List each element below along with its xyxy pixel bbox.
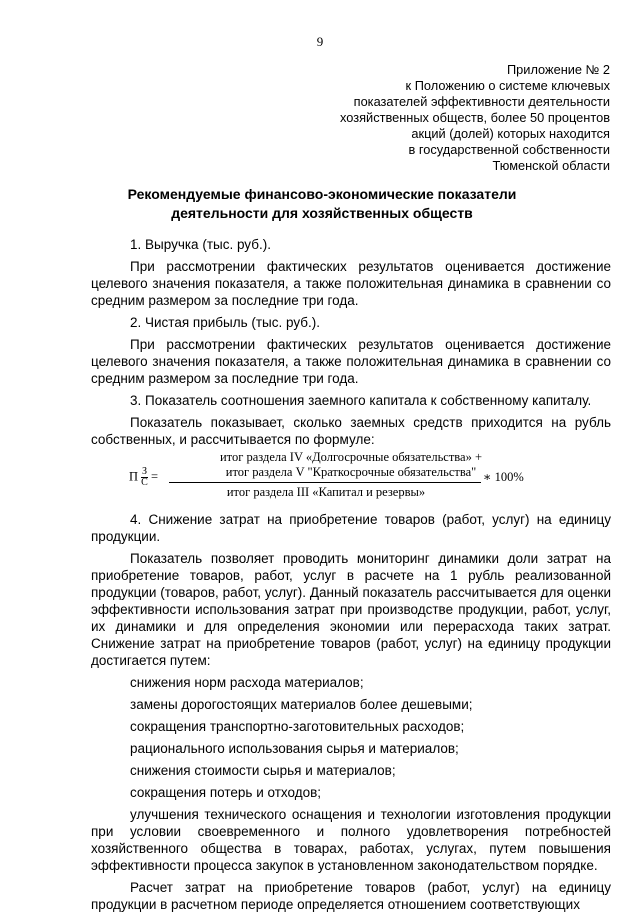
- formula-denominator: итог раздела III «Капитал и резервы»: [226, 485, 426, 499]
- formula-numerator-line1: итог раздела IV «Долгосрочные обязательства» +: [219, 450, 483, 464]
- formula-fraction-bar: [169, 482, 481, 483]
- title-line: Рекомендуемые финансово-экономические показатели: [127, 186, 517, 202]
- appendix-line: в государственной собственности: [408, 142, 610, 157]
- paragraph: При рассмотрении фактических результатов оценивается достижение целевого значения показателя, а также положительная динамика в сравнении со средним размером за последние три года.: [91, 259, 611, 308]
- appendix-line: хозяйственных обществ, более 50 процентов: [340, 110, 610, 125]
- heading-revenue: 1. Выручка (тыс. руб.).: [130, 237, 271, 252]
- formula-eq: =: [150, 469, 159, 484]
- paragraph: Показатель позволяет проводить мониторинг динамики доли затрат на приобретение товаров, работ, услуг в расчете на 1 рубль реализованной продукции (товаров, работ, услуг). Данный показатель рассчитывается для оценки эффективности использования затрат при производстве продукции, работ, услуг, их динамики и для определения экономии или перерасхода таких затрат. Снижение затрат на приобретение товаров (работ, услуг) на единицу продукции достигается путем:: [91, 551, 611, 668]
- list-item: сокращения транспортно-заготовительных расходов;: [130, 719, 465, 734]
- formula-lhs: [129, 467, 158, 488]
- formula-numerator-line2: итог раздела V "Краткосрочные обязательства": [225, 465, 477, 479]
- heading-net-profit: 2. Чистая прибыль (тыс. руб.).: [130, 315, 320, 330]
- list-item: рационального использования сырья и материалов;: [130, 741, 459, 756]
- appendix-line: Приложение № 2: [506, 62, 610, 77]
- formula-lhs-sub: С: [141, 477, 148, 488]
- appendix-line: показателей эффективности деятельности: [353, 94, 610, 109]
- list-item: снижения норм расхода материалов;: [130, 675, 364, 690]
- appendix-header: [310, 62, 610, 174]
- paragraph: Показатель показывает, сколько заемных средств приходится на рубль собственных, и рассчитывается по формуле:: [91, 415, 611, 447]
- formula-lhs-fraction: [141, 467, 148, 488]
- heading-debt-ratio: 3. Показатель соотношения заемного капитала к собственному капиталу.: [130, 393, 592, 408]
- list-item: снижения стоимости сырья и материалов;: [130, 763, 396, 778]
- document-title: [92, 185, 552, 223]
- list-item: улучшения технического оснащения и технологии изготовления продукции при условии своевременного и полного удовлетворения потребностей хозяйственного общества в товарах, работах, услугах, путем повышения эффективности процесса закупок в установленном законодательством порядке.: [91, 807, 611, 873]
- page-number: 9: [316, 34, 324, 49]
- debt-equity-formula: [91, 449, 611, 503]
- list-item: замены дорогостоящих материалов более дешевыми;: [130, 697, 473, 712]
- title-line: деятельности для хозяйственных обществ: [171, 205, 473, 221]
- appendix-line: к Положению о системе ключевых: [405, 78, 610, 93]
- paragraph: При рассмотрении фактических результатов оценивается достижение целевого значения показателя, а также положительная динамика в сравнении со средним размером за последние три года.: [91, 337, 611, 386]
- appendix-line: Тюменской области: [492, 158, 610, 173]
- document-body: [91, 236, 611, 918]
- heading-cost-reduction: 4. Снижение затрат на приобретение товаров (работ, услуг) на единицу продукции.: [91, 512, 611, 544]
- formula-lhs-sup: З: [141, 466, 147, 477]
- appendix-line: акций (долей) которых находится: [411, 126, 610, 141]
- formula-symbol: П: [129, 469, 139, 484]
- paragraph: Расчет затрат на приобретение товаров (работ, услуг) на единицу продукции в расчетном периоде определяется отношением соответствующих: [91, 880, 611, 912]
- formula-multiplier: ∗ 100%: [483, 470, 524, 484]
- list-item: сокращения потерь и отходов;: [130, 785, 322, 800]
